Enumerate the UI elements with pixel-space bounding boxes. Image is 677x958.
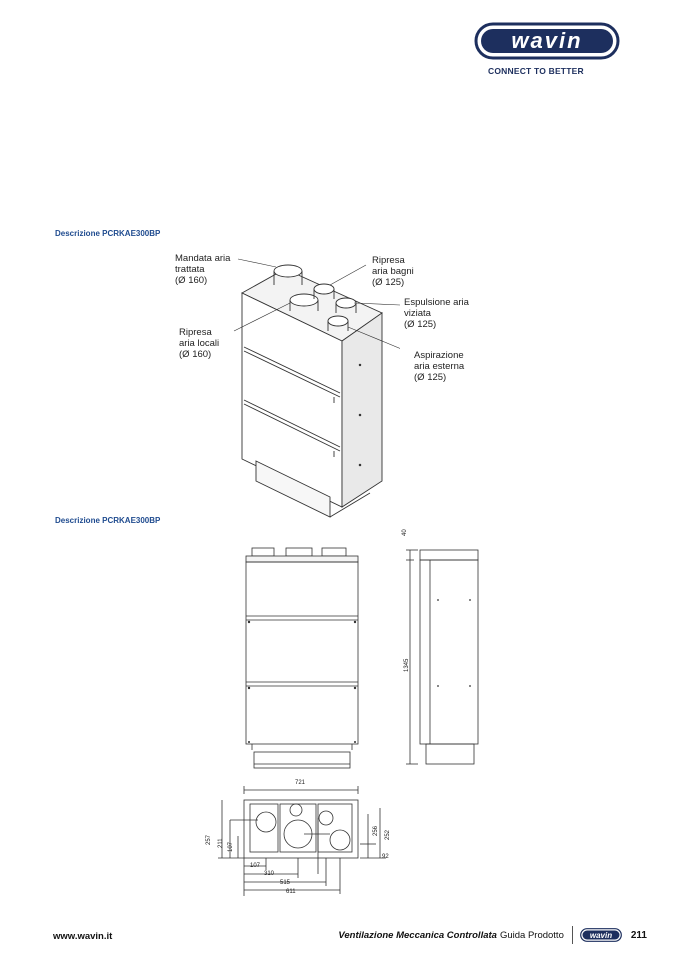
callout-espulsione xyxy=(404,297,469,330)
footer-separator xyxy=(572,926,573,944)
callout-mandata xyxy=(175,253,230,286)
callout-espulsione-line1: Espulsione aria xyxy=(404,297,469,308)
callout-mandata-line3: (Ø 160) xyxy=(175,275,208,286)
dim-right-b: 252 xyxy=(385,829,391,840)
footer-url[interactable]: www.wavin.it xyxy=(53,931,113,942)
front-view-drawing xyxy=(240,546,370,776)
callout-ripresa-locali xyxy=(179,327,219,360)
callout-ripresa-locali-line1: Ripresa xyxy=(179,327,212,338)
callout-ripresa-locali-line2: aria locali xyxy=(179,338,220,349)
section-title-1: Descrizione PCRKAE300BP xyxy=(55,229,161,238)
wavin-logo xyxy=(474,22,620,60)
callout-ripresa-locali-line3: (Ø 160) xyxy=(179,349,212,360)
callout-espulsione-line3: (Ø 125) xyxy=(404,319,437,330)
callout-ripresa-bagni-line2: aria bagni xyxy=(372,266,414,277)
callout-espulsione-line2: viziata xyxy=(404,308,431,319)
footer-wavin-logo xyxy=(580,928,622,942)
footer-subtitle: Guida Prodotto xyxy=(499,929,564,941)
dim-right-c: 92 xyxy=(382,854,389,860)
section-title-2: Descrizione PCRKAE300BP xyxy=(55,516,161,525)
page-number: 211 xyxy=(630,929,647,941)
dim-left-a: 257 xyxy=(206,834,212,845)
footer-logo-text: wavin xyxy=(589,931,612,940)
footer-title: Ventilazione Meccanica Controllata xyxy=(338,929,497,941)
callout-ripresa-bagni xyxy=(372,255,414,288)
dim-side-height: 1345 xyxy=(404,658,410,672)
logo-text: wavin xyxy=(511,28,583,53)
brand-tagline: CONNECT TO BETTER xyxy=(488,66,584,76)
callout-mandata-line1: Mandata aria xyxy=(175,253,231,264)
footer-right xyxy=(338,924,647,946)
side-view-drawing xyxy=(400,536,490,772)
dim-right-a: 256 xyxy=(373,825,379,836)
dim-left-b: 211 xyxy=(218,838,224,848)
dim-bottom-d: 611 xyxy=(286,889,296,895)
dim-bottom-b: 310 xyxy=(264,871,275,877)
callout-ripresa-bagni-line3: (Ø 125) xyxy=(372,277,405,288)
dim-bottom-a: 107 xyxy=(250,863,261,869)
callout-mandata-line2: trattata xyxy=(175,264,205,275)
callout-ripresa-bagni-line1: Ripresa xyxy=(372,255,405,266)
dim-left-c: 107 xyxy=(228,841,234,852)
callout-aspirazione-line2: aria esterna xyxy=(414,361,465,372)
callout-aspirazione-line1: Aspirazione xyxy=(414,350,464,361)
top-view-drawing xyxy=(200,778,400,900)
callout-aspirazione-line3: (Ø 125) xyxy=(414,372,447,383)
isometric-unit-drawing xyxy=(230,255,400,525)
callout-aspirazione xyxy=(414,350,464,383)
dim-side-top: 40 xyxy=(402,529,408,536)
dim-top-width: 721 xyxy=(295,780,306,786)
dim-bottom-c: 515 xyxy=(280,880,291,886)
